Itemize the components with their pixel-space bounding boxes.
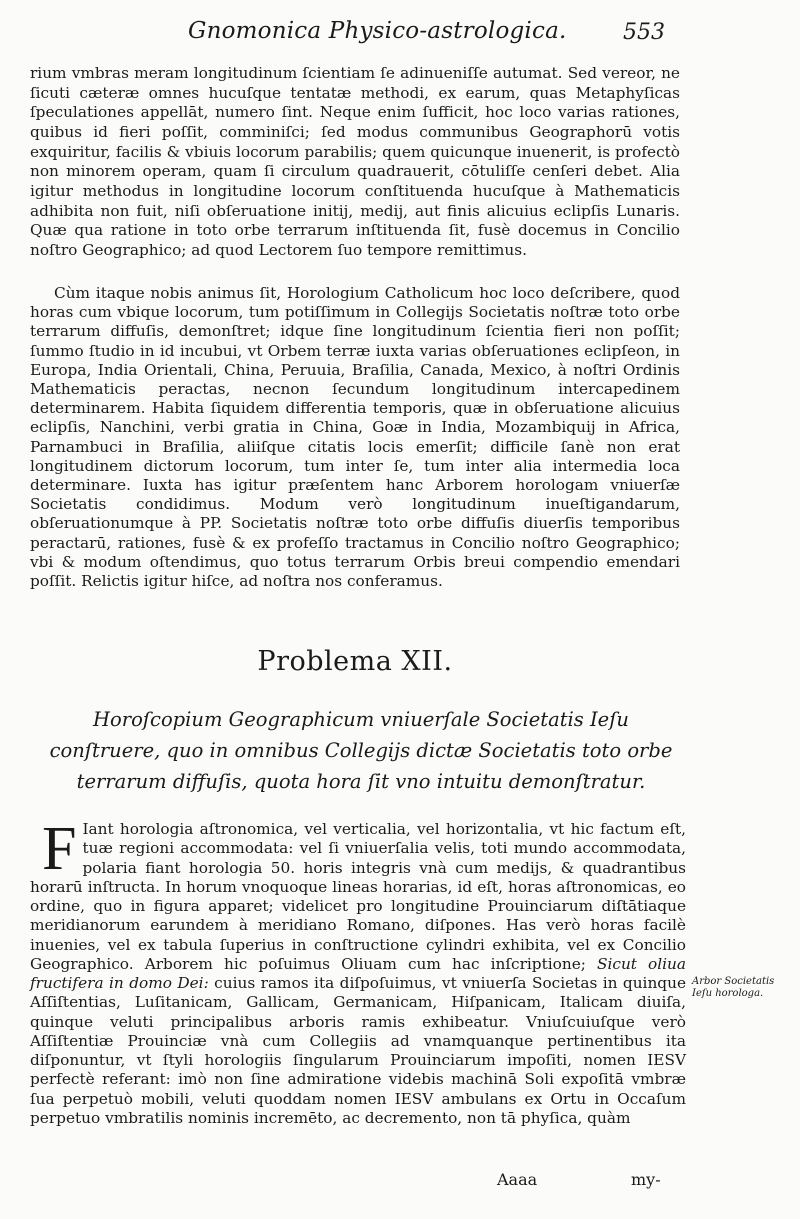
page-number: 553 (623, 20, 665, 45)
catchword: my- (631, 1170, 661, 1189)
dropcap-initial: F (42, 815, 77, 883)
problem-heading: Problema XII. (257, 646, 453, 677)
paragraph-horologium: Cùm itaque nobis animus ſit, Horologium Catholicum hoc loco deſcribere, quod horas cum vbique locorum, tum potiſſimum in Collegijs Societatis noſtræ toto orbe terrarum diffuſis, demonſtret; idque ſine longitudinum ſcientia fieri non poſſit; ſummo ſtudio in id incubui, vt Orbem terræ iuxta varias obſeruationes eclipſeon, in Europa, India Orientali, China, Peruuia, Braſilia, Canada, Mexico, à noſtri Ordinis Mathematicis peractas, necnon ſecundum longitudinum intercapedinem determinarem. Habita ſiquidem differentia temporis, quæ in obſeruatione alicuius eclipſis, Nanchini, verbi gratia in China, Goæ in India, Mozambiquij in Africa, Parnambuci in Braſilia, aliiſque citatis locis emerſit; difficile ſanè non erat longitudinem dictorum locorum, tum inter ſe, tum inter alia intermedia loca determinare. Iuxta has igitur præſentem hanc Arborem horologam vniuerſæ Societatis condidimus. Modum verò longitudinum inueſtigandarum, obſeruationumque à PP. Societatis noſtræ toto orbe diffuſis diuerſis temporibus peractarū, rationes, fusè & ex profeſſo tractamus in Concilio noſtro Geographico; vbi & modum oſtendimus, quo totus terrarum Orbis breui compendio emendari poſſit. Relictis igitur hiſce, ad noſtra nos conferamus. (30, 284, 680, 591)
paragraph-body (30, 815, 687, 1128)
body-text-part-b: cuius ramos ita diſpoſuimus, vt vniuerſa Societas in quinque Aſſiſtentias, Luſitanicam, Gallicam, Germanicam, Hiſpanicam, Italicam diuiſa, quinque veluti principalibus arboris ramis exhibeatur. Vniuſcuiuſque verò Aſſiſtentiæ Prouinciæ vnà cum Collegiis ad vnamquanque pertinentibus ita diſponuntur, vt ſtyli horologiis ſingularum Prouinciarum impoſiti, nomen IESV perfectè referant: imò non ſine admiratione videbis machinā Soli expoſitā vmbræ ſua perpetuò mobili, veluti quoddam nomen IESV ambulans ex Ortu in Occaſum perpetuo vmbratilis nominis incremēto, ac decremento, non tā phyſica, quàm (30, 974, 687, 1127)
paragraph-opening: rium vmbras meram longitudinum ſcientiam ſe adinueniſſe autumat. Sed vereor, ne ſicuti cæteræ omnes hucuſque tentatæ methodi, ex earum, quas Metaphyſicas ſpeculationes appellāt, numero ſint. Neque enim ſufficit, hoc loco varias rationes, quibus id fieri poſſit, comminiſci; ſed modus communibus Geographorū votis exquiritur, facilis & vbiuis locorum parabilis; quem quicunque inuenerit, is profectò non minorem operam, quam ſi circulum quadrauerit, cōtuliſſe cenſeri debet. Alia igitur methodus in longitudine locorum conſtituenda hucuſque à Mathematicis adhibita non fuit, niſi obſeruatione initij, medij, aut finis alicuius eclipſis Lunaris. Quæ qua ratione in toto orbe terrarum inſtituenda ſit, fusè docemus in Concilio noſtro Geographico; ad quod Lectorem ſuo tempore remittimus. (30, 64, 680, 259)
marginal-note: Arbor Societatis Ieſu horologa. (692, 976, 775, 999)
body-text-inscription: Sicut oliua fructifera in domo Dei: (30, 954, 686, 992)
problem-body (30, 815, 687, 1128)
body-text-part-a: Iant horologia aſtronomica, vel verticalia, vel horizontalia, vt hic factum eſt, tuæ regioni accommodata: vel ſi vniuerſalia velis, toti mundo accommodata, polaria fiant horologia 50. horis integris vnà cum medijs, & quadrantibus horarū inſtructa. In horum vnoquoque lineas horarias, id eſt, horas aſtronomicas, eo ordine, quo in figura apparet; videlicet pro longitudine Prouinciarum diſtātiaque meridianorum earundem à meridiano Romano, diſpones. Has verò horas facilè inuenies, vel ex tabula ſuperius in conſtructione cylindri exhibita, vel ex Concilio Geographico. Arborem hic poſuimus Oliuam cum hac inſcriptione; (30, 820, 686, 973)
problem-subtitle: Horoſcopium Geographicum vniuerſale Societatis Ieſu conſtruere, quo in omnibus Collegijs dictæ Societatis toto orbe terrarum diffuſis, quota hora ſit vno intuitu demonſtratur. (49, 708, 673, 793)
running-title: Gnomonica Physico-astrologica. (188, 18, 567, 44)
signature-mark: Aaaa (497, 1170, 538, 1189)
